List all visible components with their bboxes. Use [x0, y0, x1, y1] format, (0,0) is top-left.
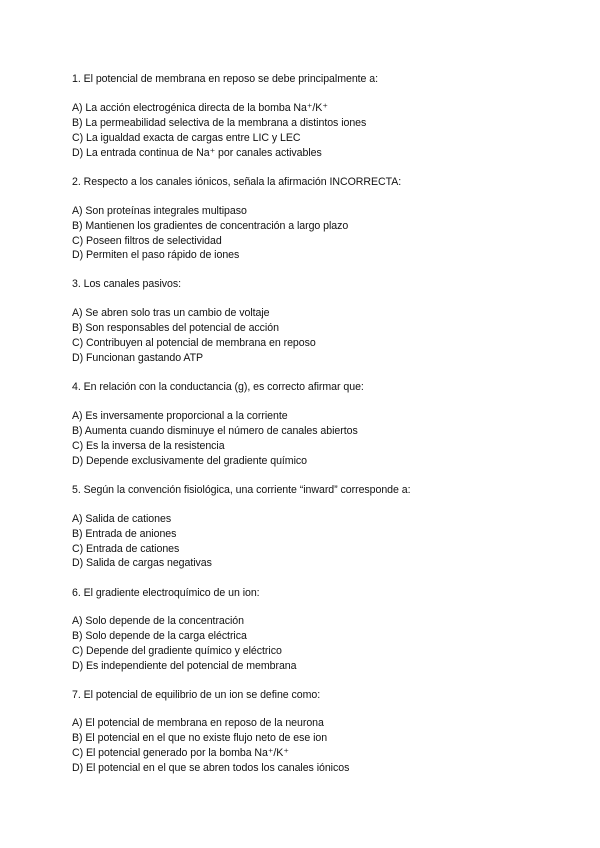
- question-3-option-a: A) Se abren solo tras un cambio de voltaje: [72, 307, 270, 319]
- question-7-option-b: B) El potencial en el que no existe flujo neto de ese ion: [72, 732, 328, 744]
- question-6-option-c: C) Depende del gradiente químico y eléctrico: [72, 645, 282, 657]
- question-1-option-c: C) La igualdad exacta de cargas entre LIC y LEC: [72, 132, 301, 144]
- question-5-option-c: C) Entrada de cationes: [72, 543, 180, 555]
- question-6-stem: 6. El gradiente electroquímico de un ion:: [72, 587, 260, 599]
- question-3-stem: 3. Los canales pasivos:: [72, 278, 181, 290]
- question-4-option-c: C) Es la inversa de la resistencia: [72, 440, 225, 452]
- question-2-option-d: D) Permiten el paso rápido de iones: [72, 249, 240, 261]
- question-1-option-a: A) La acción electrogénica directa de la bomba Na⁺/K⁺: [72, 102, 328, 114]
- question-7-option-a: A) El potencial de membrana en reposo de la neurona: [72, 717, 324, 729]
- question-4-option-a: A) Es inversamente proporcional a la corriente: [72, 410, 288, 422]
- question-2-stem: 2. Respecto a los canales iónicos, señala la afirmación INCORRECTA:: [72, 176, 402, 188]
- question-5-option-d: D) Salida de cargas negativas: [72, 557, 212, 569]
- question-5-stem: 5. Según la convención fisiológica, una corriente “inward” corresponde a:: [72, 484, 411, 496]
- question-4-option-d: D) Depende exclusivamente del gradiente químico: [72, 455, 307, 467]
- question-1-option-b: B) La permeabilidad selectiva de la membrana a distintos iones: [72, 117, 367, 129]
- question-7-option-d: D) El potencial en el que se abren todos los canales iónicos: [72, 762, 350, 774]
- question-2-option-a: A) Son proteínas integrales multipaso: [72, 205, 247, 217]
- question-2-option-b: B) Mantienen los gradientes de concentración a largo plazo: [72, 220, 349, 232]
- question-5-option-a: A) Salida de cationes: [72, 513, 172, 525]
- question-4-option-b: B) Aumenta cuando disminuye el número de canales abiertos: [72, 425, 358, 437]
- question-5-option-b: B) Entrada de aniones: [72, 528, 177, 540]
- question-6-option-d: D) Es independiente del potencial de membrana: [72, 660, 297, 672]
- question-3-option-b: B) Son responsables del potencial de acción: [72, 322, 279, 334]
- question-7-option-c: C) El potencial generado por la bomba Na⁺/K⁺: [72, 747, 289, 759]
- question-3-option-c: C) Contribuyen al potencial de membrana en reposo: [72, 337, 316, 349]
- question-1-option-d: D) La entrada continua de Na⁺ por canales activables: [72, 147, 322, 159]
- question-1-stem: 1. El potencial de membrana en reposo se debe principalmente a:: [72, 73, 379, 85]
- question-2-option-c: C) Poseen filtros de selectividad: [72, 235, 222, 247]
- question-7-stem: 7. El potencial de equilibrio de un ion se define como:: [72, 689, 321, 701]
- question-6-option-b: B) Solo depende de la carga eléctrica: [72, 630, 247, 642]
- question-4-stem: 4. En relación con la conductancia (g), es correcto afirmar que:: [72, 381, 364, 393]
- question-3-option-d: D) Funcionan gastando ATP: [72, 352, 204, 364]
- question-6-option-a: A) Solo depende de la concentración: [72, 615, 244, 627]
